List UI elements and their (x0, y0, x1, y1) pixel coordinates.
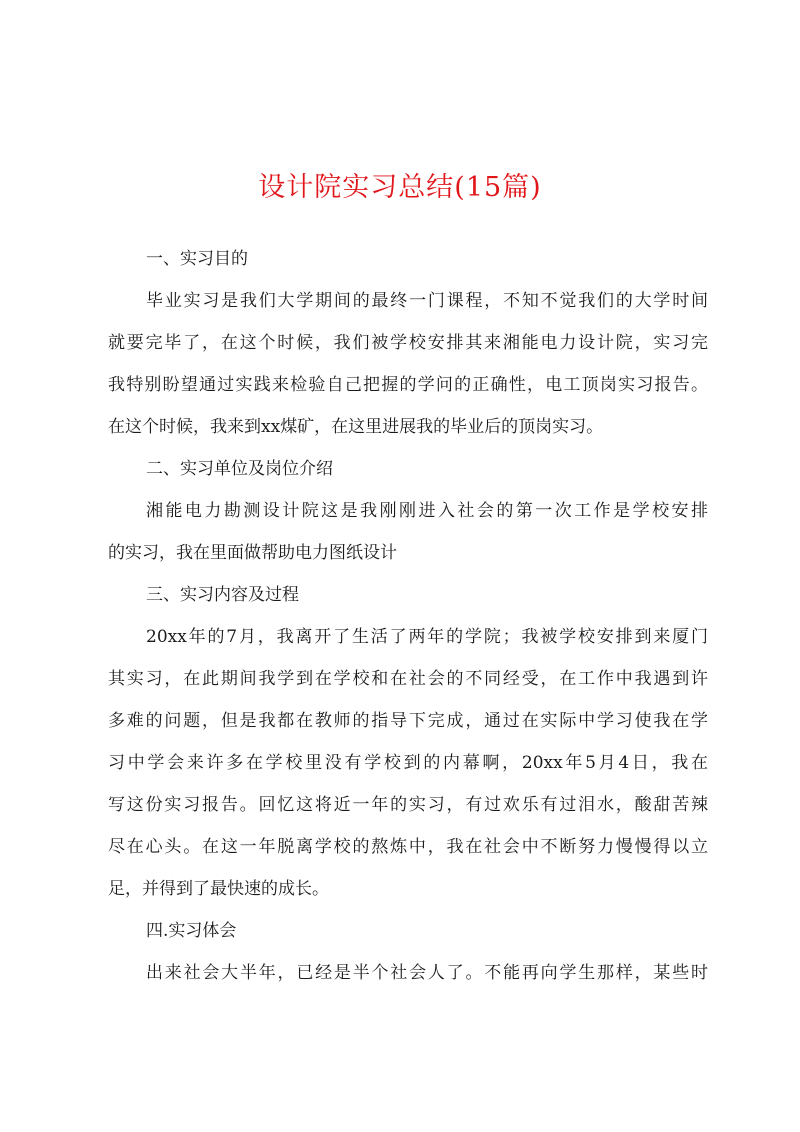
paragraph-line: 写这份实习报告。回忆这将近一年的实习，有过欢乐有过泪水，酸甜苦辣 (108, 795, 708, 815)
paragraph-line: 就要完毕了，在这个时候，我们被学校安排其来湘能电力设计院，实习完 (108, 333, 708, 353)
paragraph-line: 其实习，在此期间我学到在学校和在社会的不同经受，在工作中我遇到许 (108, 669, 708, 689)
paragraph-line: 尽在心头。在这一年脱离学校的熬炼中，我在社会中不断努力慢慢得以立 (108, 837, 708, 857)
section-heading-unit: 二、实习单位及岗位介绍 (146, 459, 333, 479)
paragraph-line: 湘能电力勘测设计院这是我刚刚进入社会的第一次工作是学校安排 (146, 501, 708, 521)
paragraph-line: 在这个时候，我来到xx煤矿，在这里进展我的毕业后的顶岗实习。 (108, 417, 604, 437)
paragraph-line: 习中学会来许多在学校里没有学校到的内幕啊，20xx年5月4日，我在 (108, 753, 708, 773)
paragraph-line: 毕业实习是我们大学期间的最终一门课程，不知不觉我们的大学时间 (146, 291, 708, 311)
paragraph-line: 20xx年的7月，我离开了生活了两年的学院；我被学校安排到来厦门 (146, 627, 708, 647)
section-heading-experience: 四.实习体会 (146, 921, 237, 941)
document-title: 设计院实习总结(15篇) (258, 172, 542, 203)
section-heading-purpose: 一、实习目的 (146, 249, 248, 269)
paragraph-line: 足，并得到了最快速的成长。 (108, 879, 329, 899)
paragraph-line: 的实习，我在里面做帮助电力图纸设计 (108, 543, 397, 563)
paragraph-line: 多难的问题，但是我都在教师的指导下完成，通过在实际中学习使我在学 (108, 711, 708, 731)
section-heading-content: 三、实习内容及过程 (146, 585, 299, 605)
paragraph-line: 我特别盼望通过实践来检验自己把握的学问的正确性，电工顶岗实习报告。 (108, 375, 708, 395)
paragraph-line: 出来社会大半年，已经是半个社会人了。不能再向学生那样，某些时 (146, 963, 708, 983)
